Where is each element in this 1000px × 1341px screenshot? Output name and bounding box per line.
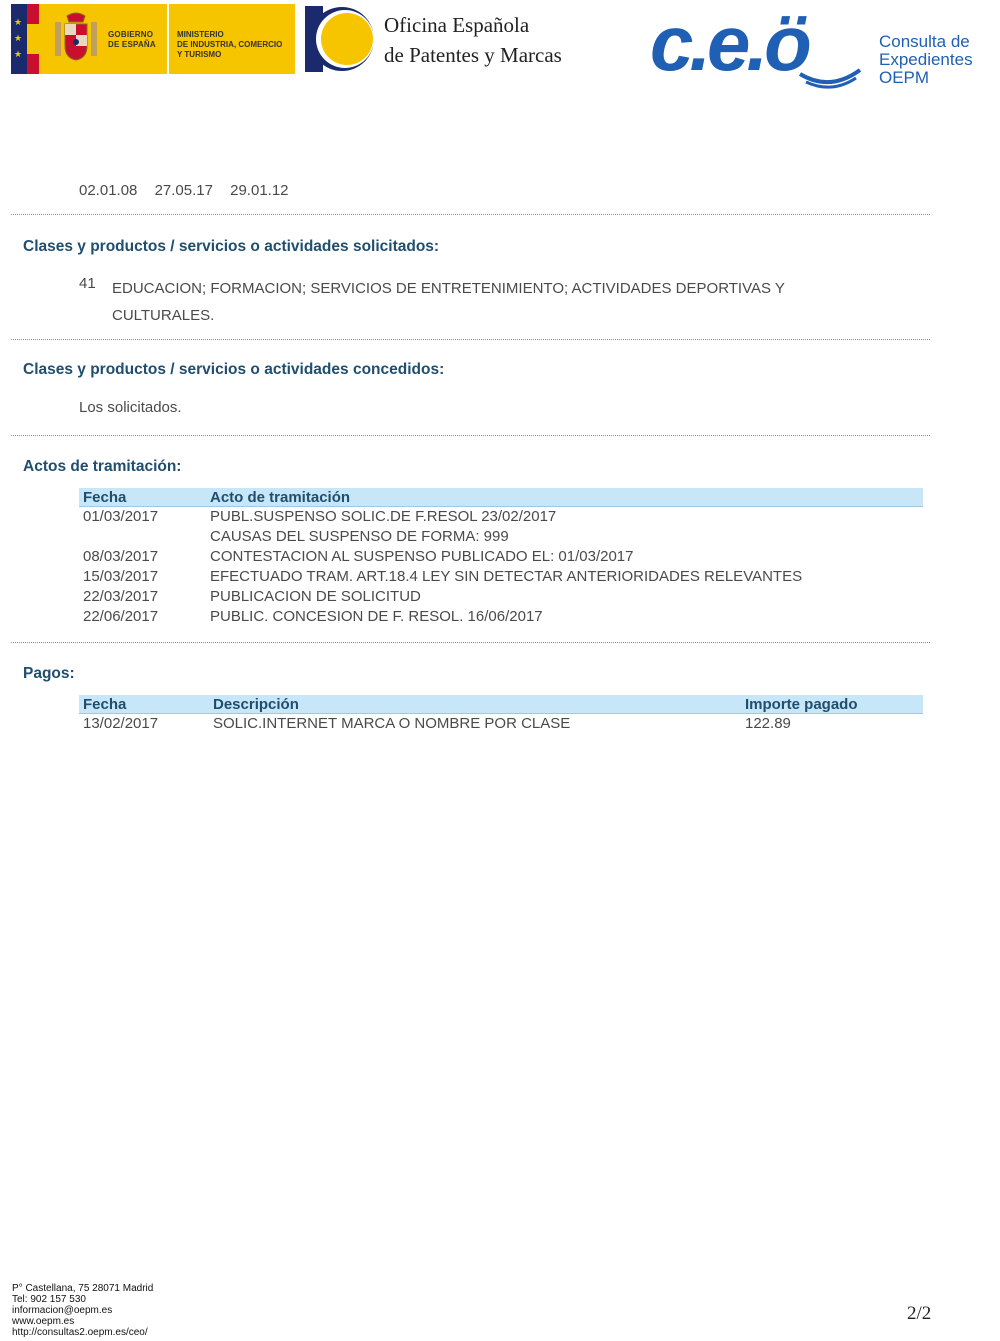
table-row <box>79 527 923 547</box>
actos-title: Actos de tramitación: <box>23 458 182 475</box>
cell-acto: EFECTUADO TRAM. ART.18.4 LEY SIN DETECTAR ANTERIORIDADES RELEVANTES <box>210 568 803 585</box>
ceo-logo-text: c.e.ö <box>650 2 808 87</box>
table-row <box>79 587 923 607</box>
column-header-importe: Importe pagado <box>741 695 923 714</box>
ministry-line-1: MINISTERIO <box>177 30 224 39</box>
date-value: 27.05.17 <box>154 182 213 199</box>
cell-acto: PUBLIC. CONCESION DE F. RESOL. 16/06/2017 <box>210 608 543 625</box>
cell-fecha <box>79 527 206 547</box>
ministerio-text <box>177 30 282 60</box>
class-description: EDUCACION; FORMACION; SERVICIOS DE ENTRETENIMIENTO; ACTIVIDADES DEPORTIVAS Y CULTURALES. <box>112 280 785 324</box>
date-value: 29.01.12 <box>230 182 289 199</box>
class-number: 41 <box>79 275 96 292</box>
cell-importe: 122.89 <box>745 715 791 732</box>
ministry-line-3: Y TURISMO <box>177 50 222 59</box>
cell-fecha: 15/03/2017 <box>83 568 159 585</box>
cell-descripcion: SOLIC.INTERNET MARCA O NOMBRE POR CLASE <box>213 715 571 732</box>
column-header-descripcion: Descripción <box>209 695 741 714</box>
cell-fecha: 22/06/2017 <box>83 608 159 625</box>
table-header-row <box>79 488 923 507</box>
ministry-line-2: DE INDUSTRIA, COMERCIO <box>177 40 283 49</box>
column-header-fecha: Fecha <box>79 695 209 714</box>
dotted-separator <box>11 339 930 340</box>
coat-of-arms-icon <box>51 12 101 66</box>
flag-stripe-top <box>27 4 39 24</box>
table-row <box>79 714 923 735</box>
pagos-table <box>79 695 923 734</box>
gobierno-text <box>108 30 156 50</box>
dotted-separator <box>11 435 930 436</box>
cell-fecha: 13/02/2017 <box>83 715 159 732</box>
gov-line-2: DE ESPAÑA <box>108 40 156 49</box>
eu-stars-icon: ★ ★ ★ <box>11 4 27 74</box>
footer-address: P° Castellana, 75 28071 Madrid <box>12 1283 154 1294</box>
cell-fecha: 08/03/2017 <box>83 548 159 565</box>
table-row <box>79 567 923 587</box>
actos-table <box>79 488 923 627</box>
table-header-row <box>79 695 923 714</box>
dotted-separator <box>11 214 930 215</box>
divider <box>167 4 169 74</box>
concedidos-title: Clases y productos / servicios o actividades concedidos: <box>23 361 445 378</box>
dates-row <box>79 182 302 199</box>
cell-fecha: 01/03/2017 <box>83 508 159 525</box>
date-value: 02.01.08 <box>79 182 138 199</box>
table-row <box>79 607 923 627</box>
cell-acto: CAUSAS DEL SUSPENSO DE FORMA: 999 <box>210 528 509 545</box>
table-row <box>79 547 923 567</box>
cell-acto: CONTESTACION AL SUSPENSO PUBLICADO EL: 01/03/2017 <box>210 548 634 565</box>
ceo-logo <box>650 2 875 90</box>
page-number: 2/2 <box>907 1303 932 1324</box>
oepm-name <box>384 10 562 70</box>
footer-url[interactable]: http://consultas2.oepm.es/ceo/ <box>12 1327 148 1338</box>
ceo-subtitle-line-1: Consulta de <box>879 32 970 51</box>
column-header-acto: Acto de tramitación <box>206 488 923 507</box>
dotted-separator <box>11 642 930 643</box>
cell-acto: PUBLICACION DE SOLICITUD <box>210 588 421 605</box>
footer-email[interactable]: informacion@oepm.es <box>12 1305 113 1316</box>
column-header-fecha: Fecha <box>79 488 206 507</box>
footer-tel: Tel: 902 157 530 <box>12 1294 86 1305</box>
solicitados-title: Clases y productos / servicios o actividades solicitados: <box>23 238 440 255</box>
footer-contact <box>12 1283 153 1338</box>
table-row <box>79 507 923 528</box>
cell-fecha: 22/03/2017 <box>83 588 159 605</box>
oepm-logo-icon <box>303 4 373 74</box>
oepm-name-line-2: de Patentes y Marcas <box>384 43 562 67</box>
footer-web[interactable]: www.oepm.es <box>12 1316 75 1327</box>
ceo-subtitle <box>879 33 973 87</box>
gov-line-1: GOBIERNO <box>108 30 154 39</box>
ceo-subtitle-line-2: Expedientes <box>879 50 973 69</box>
flag-stripe-bottom <box>27 54 39 74</box>
cell-acto: PUBL.SUSPENSO SOLIC.DE F.RESOL 23/02/2017 <box>210 508 557 525</box>
pagos-title: Pagos: <box>23 665 75 682</box>
oepm-name-line-1: Oficina Española <box>384 13 530 37</box>
concedidos-text: Los solicitados. <box>79 399 182 416</box>
gobierno-logo <box>11 4 295 74</box>
ceo-subtitle-line-3: OEPM <box>879 68 930 87</box>
